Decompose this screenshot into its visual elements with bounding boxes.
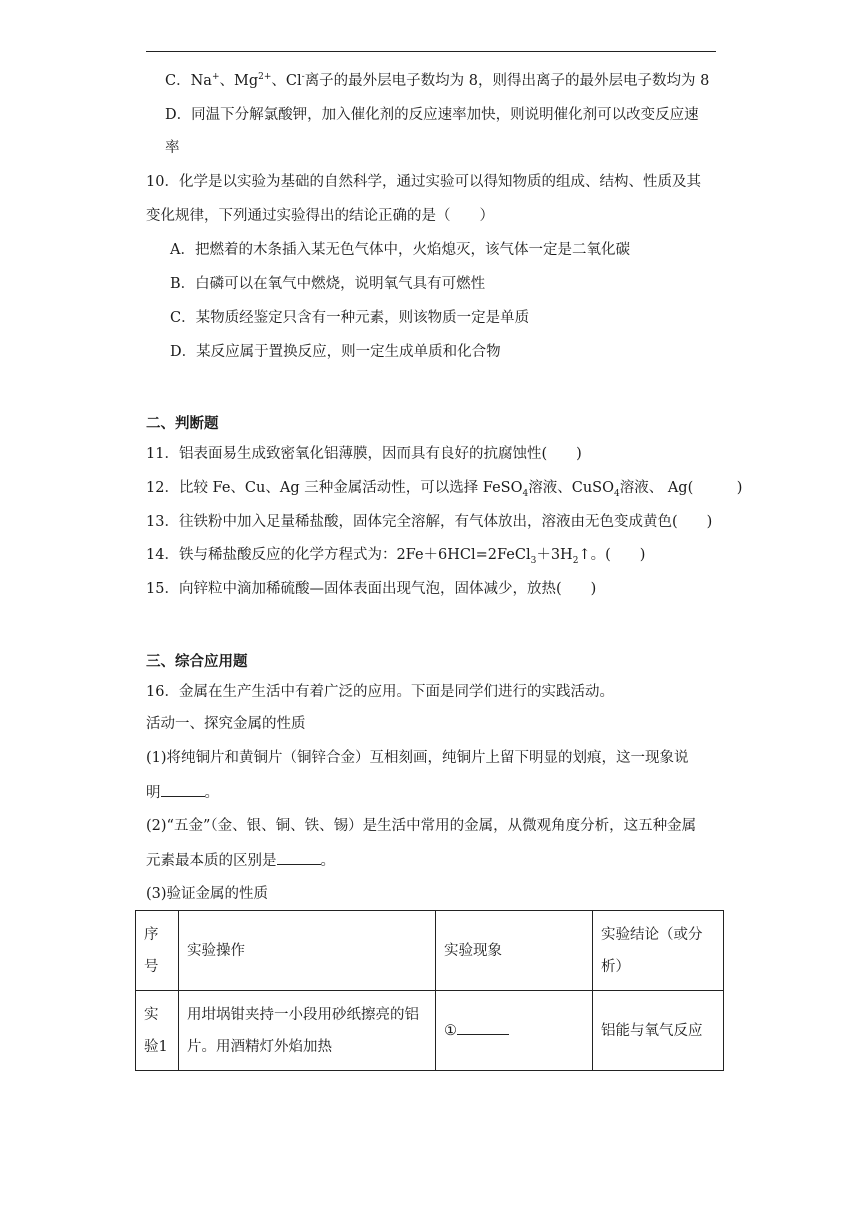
answer-blank-3[interactable] bbox=[457, 1020, 509, 1035]
table-header-row bbox=[136, 911, 724, 991]
row1-id: 实验1 bbox=[136, 991, 179, 1071]
row1-phenomenon: ① bbox=[436, 991, 593, 1071]
row1-conclusion: 铝能与氧气反应 bbox=[593, 991, 724, 1071]
q11: 11．铝表面易生成致密氧化铝薄膜，因而具有良好的抗腐蚀性( ) bbox=[146, 446, 582, 462]
header-cell-operation: 实验操作 bbox=[179, 911, 436, 991]
q15: 15．向锌粒中滴加稀硫酸—固体表面出现气泡，固体减少，放热( ) bbox=[146, 581, 597, 597]
q9-option-d-line1: D．同温下分解氯酸钾，加入催化剂的反应速率加快，则说明催化剂可以改变反应速 bbox=[165, 107, 699, 123]
q10-option-a: A．把燃着的木条插入某无色气体中，火焰熄灭，该气体一定是二氧化碳 bbox=[170, 242, 630, 258]
experiment-table bbox=[135, 910, 724, 1071]
answer-blank-1[interactable] bbox=[161, 782, 205, 797]
header-cell-conclusion: 实验结论（或分析） bbox=[593, 911, 724, 991]
q10-option-d: D．某反应属于置换反应，则一定生成单质和化合物 bbox=[170, 344, 501, 360]
q10-option-c: C．某物质经鉴定只含有一种元素，则该物质一定是单质 bbox=[170, 310, 530, 326]
section2-heading: 二、判断题 bbox=[146, 415, 219, 432]
q13: 13．往铁粉中加入足量稀盐酸，固体完全溶解，有气体放出，溶液由无色变成黄色( ) bbox=[146, 514, 713, 530]
header-rule bbox=[146, 51, 716, 52]
q9-option-c: C．Na+、$Mg^{2+}$、Cl-离子的最外层电子数均为 8，则得出离子的最外层电子数均为 8 bbox=[165, 72, 710, 89]
header-cell-id: 序号 bbox=[136, 911, 179, 991]
q10-stem-line2: 变化规律，下列通过实验得出的结论正确的是（ ） bbox=[146, 208, 494, 224]
answer-blank-2[interactable] bbox=[277, 850, 321, 865]
q10-stem-line1: 10．化学是以实验为基础的自然科学，通过实验可以得知物质的组成、结构、性质及其 bbox=[146, 174, 701, 190]
q16-part2-line1: (2)“五金”（金、银、铜、铁、锡）是生活中常用的金属，从微观角度分析，这五种金属 bbox=[146, 818, 697, 834]
row1-operation: 用坩埚钳夹持一小段用砂纸擦亮的铝片。用酒精灯外焰加热 bbox=[179, 991, 436, 1071]
q14: 14．铁与稀盐酸反应的化学方程式为：$2Fe+6HCl=2FeCl_3+3H_2↑$。( ) bbox=[146, 547, 646, 566]
q9-option-d-line2: 率 bbox=[165, 140, 180, 156]
q16-part1-line2: 明 。 bbox=[146, 782, 219, 803]
q16-part3: (3)验证金属的性质 bbox=[146, 886, 269, 902]
q16-part2-line2: 元素最本质的区别是 。 bbox=[146, 850, 335, 871]
header-cell-phenomenon: 实验现象 bbox=[436, 911, 593, 991]
q12: 12．比较 Fe、Cu、Ag 三种金属活动性，可以选择 FeSO$_4$溶液、CuSO$_4$溶液、 Ag( ) bbox=[146, 480, 743, 499]
table-row bbox=[136, 991, 724, 1071]
q16-part1-line1: (1)将纯铜片和黄铜片（铜锌合金）互相刻画，纯铜片上留下明显的划痕，这一现象说 bbox=[146, 750, 689, 766]
q10-option-b: B．白磷可以在氧气中燃烧，说明氧气具有可燃性 bbox=[170, 276, 486, 292]
section3-heading: 三、综合应用题 bbox=[146, 653, 248, 670]
activity1-title: 活动一、探究金属的性质 bbox=[146, 716, 306, 732]
q16-stem: 16．金属在生产生活中有着广泛的应用。下面是同学们进行的实践活动。 bbox=[146, 684, 614, 700]
